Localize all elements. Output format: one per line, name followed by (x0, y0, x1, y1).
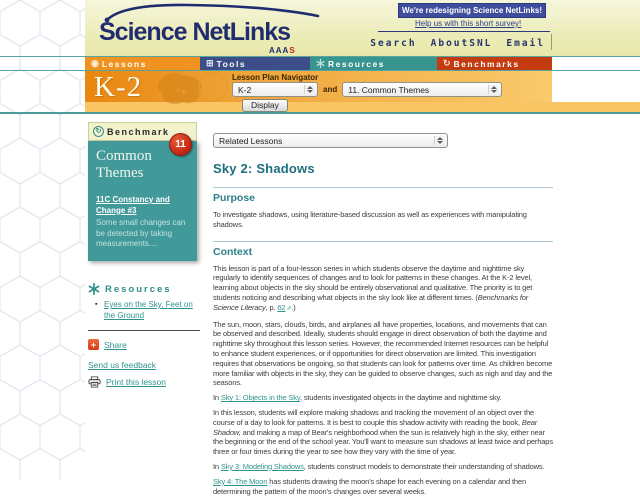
resource-link[interactable]: Eyes on the Sky, Feet on the Ground (104, 300, 193, 320)
related-lessons-value: Related Lessons (219, 135, 283, 146)
tab-benchmarks[interactable] (437, 57, 552, 70)
grade-banner (85, 71, 640, 112)
purpose-paragraph: To investigate shadows, using literature-based discussion as well as experiences with manipulating shadows. (213, 210, 527, 229)
lessons-icon: ◉ (91, 58, 99, 68)
grade-select-value: K-2 (238, 84, 252, 95)
italic-text: Bear Shadow, (213, 417, 538, 437)
context-paragraph (213, 393, 553, 403)
benchmark-link[interactable]: 11C Constancy and Change #3 (96, 195, 170, 215)
theme-select[interactable] (342, 82, 502, 97)
header-menu (370, 38, 545, 49)
benchmarks-icon: ↻ (443, 58, 451, 68)
text-run: , p. (265, 302, 278, 312)
menu-divider (551, 34, 552, 50)
select-arrows-icon (488, 85, 499, 94)
text-run: In this lesson, students will explore making shadows and tracking the movement of an object over the course of a day to look for patterns. It is best to couple this shadow activity with reading the book, (213, 407, 535, 427)
text-run: , students investigated objects in the daytime and nighttime sky. (299, 393, 502, 403)
tab-lessons[interactable] (85, 57, 200, 70)
related-lessons-select[interactable] (213, 133, 448, 148)
asterisk-icon (316, 59, 325, 68)
benchmark-number-badge: 11 (169, 133, 192, 156)
menu-aboutsnl[interactable]: AboutSNL (430, 38, 493, 49)
context-heading: Context (213, 245, 253, 258)
and-label: and (323, 85, 338, 94)
text-link[interactable]: Sky 1: Objects in the Sky (220, 393, 300, 403)
lesson-plan-navigator-form (232, 82, 502, 97)
logo-rule-line (378, 31, 550, 32)
survey-link[interactable]: Help us with this short survey! (415, 19, 522, 28)
benchmark-swirl-icon: ↻ (93, 126, 104, 137)
printer-icon (88, 376, 101, 388)
teal-rule-bottom (0, 112, 640, 114)
select-arrows-icon (304, 85, 315, 94)
share-row (88, 339, 127, 350)
text-link[interactable]: Sky 4: The Moon (213, 476, 268, 486)
purpose-heading: Purpose (213, 192, 256, 204)
context-paragraph (213, 477, 553, 497)
text-run: In (213, 461, 221, 471)
hexagon-pattern-background (0, 0, 85, 480)
tab-tools-label: Tools (216, 58, 247, 69)
grade-select[interactable] (232, 82, 318, 97)
context-paragraph (213, 264, 553, 315)
benchmark-description: Some small changes can be detected by taking measurements.... (96, 218, 186, 248)
site-header (85, 0, 640, 56)
resource-list-item (95, 300, 198, 321)
redesign-banner: We're redesigning Science NetLinks! (398, 3, 546, 18)
text-run: has students drawing the moon's shape for each evening on a calendar and then determining the pattern of the moon's changes over several weeks. (213, 476, 526, 496)
text-link[interactable]: 62 (277, 302, 286, 312)
external-link-icon: ⇗ (286, 305, 292, 312)
tools-icon: ⊞ (206, 58, 214, 68)
tab-lessons-label: Lessons (101, 58, 147, 69)
resources-label: Resources (105, 283, 172, 295)
share-link[interactable]: Share (104, 339, 127, 350)
text-run: In (213, 393, 221, 403)
context-paragraph (213, 462, 553, 472)
benchmark-box (88, 141, 197, 261)
bullet-icon: ▪ (95, 301, 98, 308)
display-button[interactable]: Display (242, 99, 288, 112)
grade-title: K-2 (94, 71, 143, 103)
share-plus-icon: + (88, 339, 99, 350)
menu-email[interactable]: Email (506, 38, 545, 49)
text-run: The sun, moon, stars, clouds, birds, and airplanes all have properties, locations, and movements that can be observed and described. Ideally, students should engage in direct observation of both the daytime and nighttime sky throughout this lesson series. However, the recommended Internet resources can be helpful to enhance student experiences, or if opportunities for direct observation are limited. This investigation requires that observations be ongoing, so that students can look for patterns over time. As children become more familiar with objects in the sky, they can be guided to observe changes, such as nigh and day and the seasons. (213, 319, 553, 388)
benchmark-theme-title: Common Themes (96, 148, 152, 181)
tab-benchmarks-label: Benchmarks (453, 58, 520, 69)
logo-aaas (269, 46, 296, 55)
text-run: This lesson is part of a four-lesson series in which students observe the daytime and nighttime sky regularly to identify sequences of changes and to look for patterns in these changes. At the K-2 level, learning about objects in the sky should be entirely observational and qualitative. The priority is to get students noticing and describing what objects in the sky look like at different times. ( (213, 263, 533, 302)
main-content (213, 125, 553, 501)
aaas-main: AAA (269, 46, 290, 55)
context-paragraph (213, 408, 553, 457)
logo-text: Science NetLinks (99, 18, 291, 46)
butterfly-graphic (143, 71, 233, 105)
tab-tools[interactable] (200, 57, 310, 70)
tab-resources-label: Resources (328, 58, 385, 69)
text-link[interactable]: Sky 3: Modeling Shadows (220, 461, 304, 471)
asterisk-icon (88, 283, 100, 295)
select-arrows-icon (434, 136, 445, 145)
feedback-link[interactable]: Send us feedback (88, 360, 157, 370)
italic-text: Benchmarks for Science Literacy (213, 292, 529, 312)
menu-search[interactable]: Search (370, 38, 417, 49)
tab-resources[interactable] (310, 57, 437, 70)
resources-heading (88, 283, 172, 295)
context-paragraph (213, 320, 553, 389)
primary-nav (85, 57, 552, 70)
feedback-row (88, 360, 156, 370)
sidebar-divider (88, 330, 200, 331)
text-run: and making a map of Bear's neighborhood when the sun is relatively high in the sky, either near the beginning or the end of the school year. You'll want to measure sun shadows at least twice and perhaps three or four times during the year to see how they vary with the time of year. (213, 427, 553, 457)
page-title: Sky 2: Shadows (213, 161, 315, 176)
text-run: .) (291, 302, 296, 312)
print-link[interactable]: Print this lesson (106, 377, 166, 387)
section-rule (213, 241, 553, 242)
section-rule (213, 187, 553, 188)
benchmark-header-label: Benchmark (107, 126, 170, 137)
aaas-s: S (289, 46, 296, 55)
print-row (88, 376, 166, 388)
theme-select-value: 11. Common Themes (348, 84, 430, 95)
site-logo[interactable] (97, 6, 357, 54)
text-run: , students construct models to demonstrate their understanding of shadows. (303, 461, 545, 471)
lesson-plan-navigator-label: Lesson Plan Navigator (232, 73, 319, 82)
